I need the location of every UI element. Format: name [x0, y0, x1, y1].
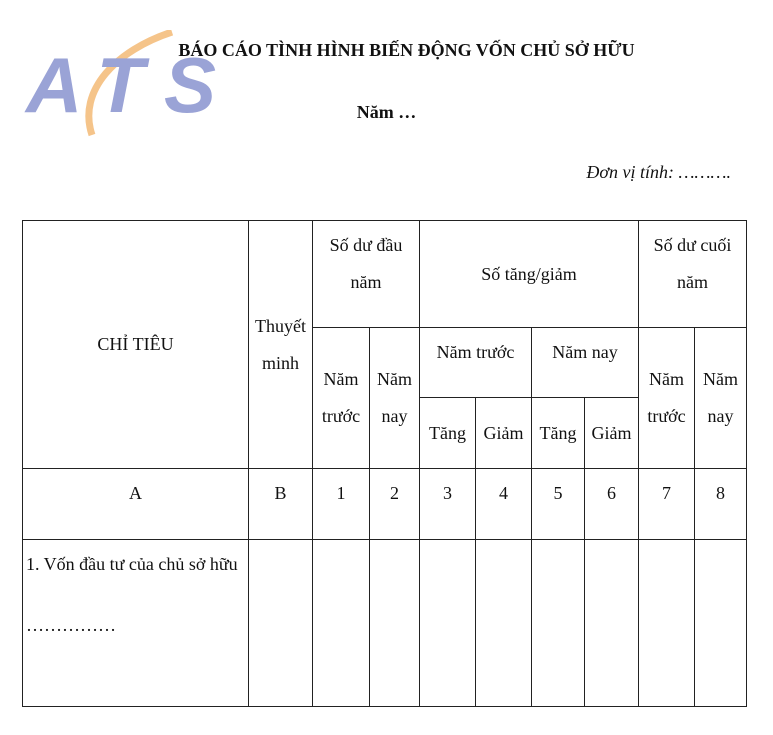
header-giam-nam-truoc: Giảm	[476, 398, 532, 469]
code-cell: 1	[313, 469, 370, 540]
empty-cell	[585, 540, 639, 707]
row-label: 1. Vốn đầu tư của chủ sở hữu	[26, 554, 238, 574]
empty-cell	[370, 540, 420, 707]
report-year: Năm …	[356, 102, 417, 122]
empty-cell	[476, 540, 532, 707]
header-thuyet-minh: Thuyết minh	[249, 221, 313, 469]
code-cell: 5	[532, 469, 585, 540]
empty-cell	[532, 540, 585, 707]
code-cell: 2	[370, 469, 420, 540]
empty-cell	[249, 540, 313, 707]
header-chi-tieu: CHỈ TIÊU	[23, 221, 249, 469]
header-tg-nam-truoc: Năm trước	[420, 328, 532, 398]
empty-cell	[420, 540, 476, 707]
row-placeholder: ……………	[26, 615, 116, 635]
row-label-cell	[23, 540, 249, 707]
code-cell: 7	[639, 469, 695, 540]
code-cell: B	[249, 469, 313, 540]
header-so-tang-giam: Số tăng/giảm	[420, 221, 639, 328]
empty-cell	[313, 540, 370, 707]
code-cell: 6	[585, 469, 639, 540]
code-cell: 4	[476, 469, 532, 540]
header-dau-nam-truoc: Năm trước	[313, 328, 370, 469]
table-row	[23, 540, 747, 707]
report-title: BÁO CÁO TÌNH HÌNH BIẾN ĐỘNG VỐN CHỦ SỞ HỮU	[178, 40, 635, 60]
header-tang-nam-truoc: Tăng	[420, 398, 476, 469]
header-cuoi-nam-truoc: Năm trước	[639, 328, 695, 469]
code-cell: A	[23, 469, 249, 540]
header-giam-nam-nay: Giảm	[585, 398, 639, 469]
header-so-du-cuoi-nam: Số dư cuối năm	[639, 221, 747, 328]
unit-line: Đơn vị tính: ……….	[586, 162, 731, 182]
header-cuoi-nam-nay: Năm nay	[695, 328, 747, 469]
empty-cell	[695, 540, 747, 707]
header-so-du-dau-nam: Số dư đầu năm	[313, 221, 420, 328]
code-row	[23, 469, 747, 540]
code-cell: 3	[420, 469, 476, 540]
svg-text:ATS: ATS	[26, 41, 216, 129]
header-dau-nam-nay: Năm nay	[370, 328, 420, 469]
code-cell: 8	[695, 469, 747, 540]
equity-changes-table	[22, 220, 747, 707]
header-tg-nam-nay: Năm nay	[532, 328, 639, 398]
header-tang-nam-nay: Tăng	[532, 398, 585, 469]
empty-cell	[639, 540, 695, 707]
